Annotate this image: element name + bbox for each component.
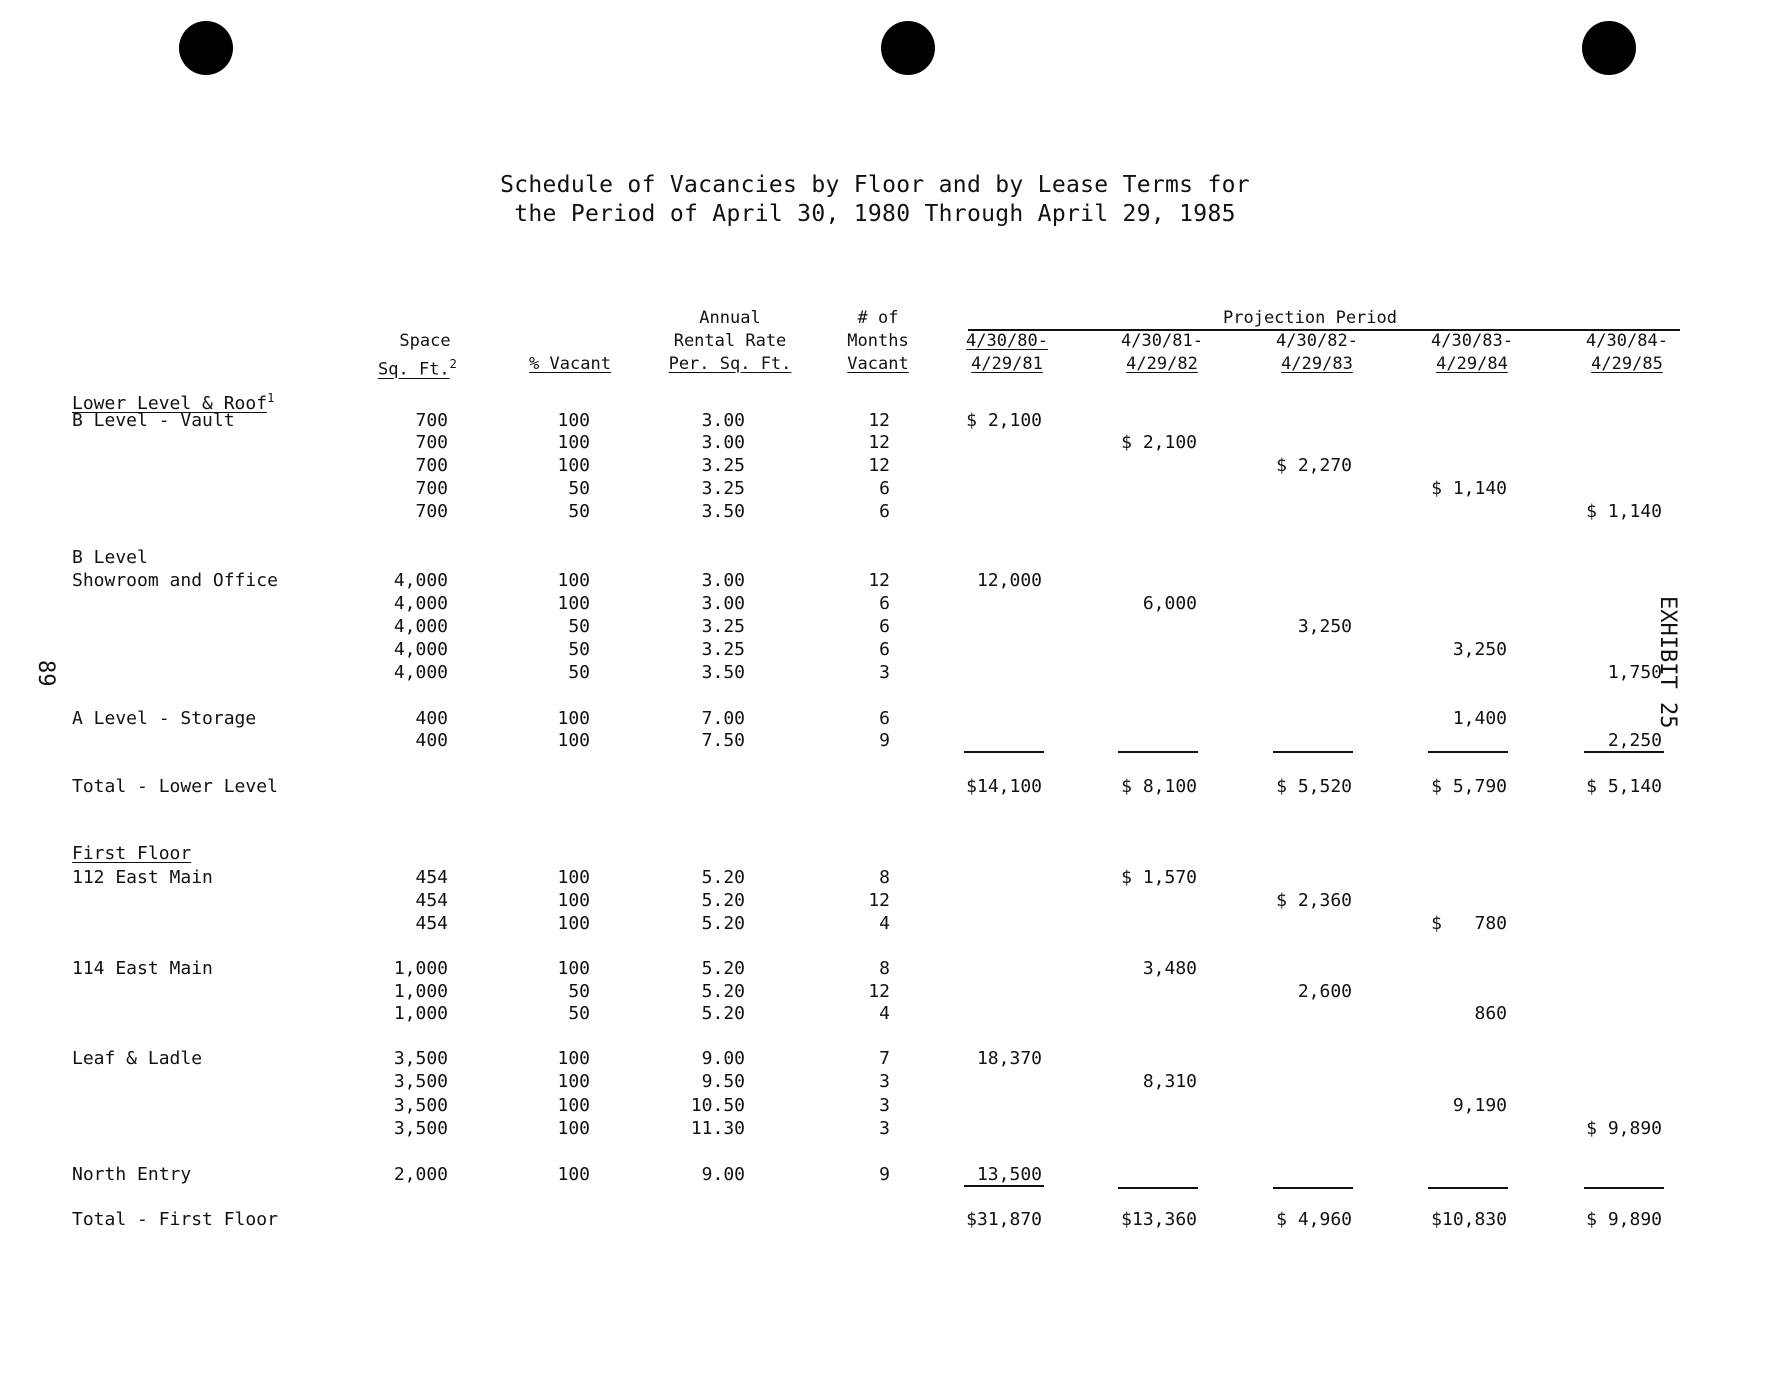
cell-rate: 3.00: [701, 593, 745, 614]
header-months-line2: Months: [847, 331, 909, 351]
header-space-line1: Space: [399, 331, 451, 351]
cell-p1: 12,000: [976, 570, 1042, 591]
cell-mo: 6: [879, 616, 890, 637]
cell-mo: 8: [879, 867, 890, 888]
header-period-4-line2: 4/29/84: [1436, 354, 1508, 374]
cell-mo: 3: [879, 1118, 890, 1139]
cell-sq: 3,500: [393, 1095, 448, 1116]
cell-vac: 50: [568, 981, 590, 1002]
cell-sq: 400: [415, 708, 448, 729]
cell-vac: 100: [557, 913, 590, 934]
cell-vac: 100: [557, 1095, 590, 1116]
cell-p3: $ 4,960: [1276, 1209, 1352, 1230]
cell-p2: 8,310: [1142, 1071, 1197, 1092]
cell-rate: 7.50: [701, 730, 745, 751]
cell-sq: 2,000: [393, 1164, 448, 1185]
cell-vac: 100: [557, 708, 590, 729]
cell-rate: 3.00: [701, 432, 745, 453]
cell-rate: 5.20: [701, 981, 745, 1002]
cell-vac: 100: [557, 593, 590, 614]
rule-lower-p3: [1273, 751, 1353, 753]
cell-rate: 7.00: [701, 708, 745, 729]
cell-mo: 6: [879, 593, 890, 614]
section-first-floor: First Floor: [72, 843, 192, 864]
cell-sq: 3,500: [393, 1048, 448, 1069]
cell-sq: 700: [415, 455, 448, 476]
cell-sq: 3,500: [393, 1118, 448, 1139]
header-period-5-line1: 4/30/84-: [1586, 331, 1668, 351]
cell-mo: 12: [868, 410, 890, 431]
cell-p4: 860: [1474, 1003, 1507, 1024]
cell-mo: 12: [868, 432, 890, 453]
header-period-5-line2: 4/29/85: [1591, 354, 1663, 374]
cell-mo: 12: [868, 981, 890, 1002]
cell-name: 114 East Main: [72, 958, 213, 979]
binder-hole-right: [1582, 21, 1636, 75]
cell-rate: 3.00: [701, 410, 745, 431]
cell-rate: 3.50: [701, 662, 745, 683]
header-projection-period: Projection Period: [1223, 308, 1397, 328]
cell-sq: 1,000: [393, 981, 448, 1002]
cell-p4: $ 5,790: [1431, 776, 1507, 797]
cell-rate: 11.30: [690, 1118, 745, 1139]
cell-name: Total - Lower Level: [72, 776, 278, 797]
cell-rate: 10.50: [690, 1095, 745, 1116]
cell-p2: 6,000: [1142, 593, 1197, 614]
cell-p4: $ 780: [1431, 913, 1507, 934]
cell-mo: 9: [879, 1164, 890, 1185]
cell-rate: 9.00: [701, 1048, 745, 1069]
cell-rate: 3.25: [701, 639, 745, 660]
cell-mo: 6: [879, 639, 890, 660]
cell-rate: 3.25: [701, 455, 745, 476]
cell-vac: 100: [557, 867, 590, 888]
cell-vac: 100: [557, 410, 590, 431]
cell-p3: $ 2,360: [1276, 890, 1352, 911]
header-rate-line1: Annual: [699, 308, 761, 328]
header-period-1-line2: 4/29/81: [971, 354, 1043, 374]
cell-rate: 3.25: [701, 478, 745, 499]
footnote-1-marker: 1: [267, 391, 275, 405]
cell-sq: 4,000: [393, 639, 448, 660]
cell-p5: $ 5,140: [1586, 776, 1662, 797]
cell-vac: 100: [557, 1118, 590, 1139]
header-period-2-line1: 4/30/81-: [1121, 331, 1203, 351]
cell-vac: 100: [557, 1164, 590, 1185]
document-title-line-2: the Period of April 30, 1980 Through April 29, 1985: [514, 201, 1236, 227]
cell-name: Total - First Floor: [72, 1209, 278, 1230]
cell-mo: 6: [879, 708, 890, 729]
cell-mo: 12: [868, 570, 890, 591]
cell-rate: 5.20: [701, 958, 745, 979]
header-months-line1: # of: [857, 308, 899, 328]
cell-vac: 50: [568, 662, 590, 683]
binder-hole-left: [179, 21, 233, 75]
header-months-line3: Vacant: [847, 354, 909, 374]
cell-sq: 400: [415, 730, 448, 751]
cell-p1: $31,870: [966, 1209, 1042, 1230]
cell-p5: $ 9,890: [1586, 1209, 1662, 1230]
cell-p5: $ 1,140: [1586, 501, 1662, 522]
cell-sq: 700: [415, 478, 448, 499]
cell-rate: 9.50: [701, 1071, 745, 1092]
cell-p2: $13,360: [1121, 1209, 1197, 1230]
binder-hole-center: [881, 21, 935, 75]
rule-first-p2: [1118, 1187, 1198, 1189]
cell-mo: 3: [879, 1095, 890, 1116]
cell-p1: $14,100: [966, 776, 1042, 797]
cell-mo: 9: [879, 730, 890, 751]
cell-p3: 2,600: [1297, 981, 1352, 1002]
cell-vac: 100: [557, 890, 590, 911]
cell-rate: 3.50: [701, 501, 745, 522]
cell-p3: $ 5,520: [1276, 776, 1352, 797]
cell-p3: $ 2,270: [1276, 455, 1352, 476]
cell-sq: 4,000: [393, 662, 448, 683]
cell-sq: 4,000: [393, 616, 448, 637]
rule-first-p5: [1584, 1187, 1664, 1189]
cell-sq: 1,000: [393, 958, 448, 979]
cell-rate: 5.20: [701, 1003, 745, 1024]
cell-vac: 100: [557, 432, 590, 453]
rule-first-p3: [1273, 1187, 1353, 1189]
cell-rate: 3.00: [701, 570, 745, 591]
header-period-2-line2: 4/29/82: [1126, 354, 1198, 374]
cell-sq: 454: [415, 913, 448, 934]
header-rate-line2: Rental Rate: [673, 331, 787, 351]
cell-p5: $ 9,890: [1586, 1118, 1662, 1139]
cell-mo: 12: [868, 890, 890, 911]
cell-sq: 700: [415, 501, 448, 522]
cell-mo: 3: [879, 1071, 890, 1092]
cell-vac: 100: [557, 730, 590, 751]
cell-mo: 4: [879, 913, 890, 934]
cell-name: A Level - Storage: [72, 708, 257, 729]
header-period-3-line2: 4/29/83: [1281, 354, 1353, 374]
cell-vac: 100: [557, 1048, 590, 1069]
cell-name: North Entry: [72, 1164, 192, 1185]
cell-name: Leaf & Ladle: [72, 1048, 203, 1069]
cell-p1: 13,500: [976, 1164, 1042, 1185]
document-title-line-1: Schedule of Vacancies by Floor and by Lease Terms for: [500, 172, 1250, 198]
cell-rate: 5.20: [701, 913, 745, 934]
cell-sq: 4,000: [393, 570, 448, 591]
cell-p1: 18,370: [976, 1048, 1042, 1069]
cell-p2: 3,480: [1142, 958, 1197, 979]
rule-lower-p1: [964, 751, 1044, 753]
header-rate-line3: Per. Sq. Ft.: [668, 354, 792, 374]
cell-mo: 4: [879, 1003, 890, 1024]
section-lower-level-label: Lower Level & Roof: [72, 393, 268, 414]
cell-mo: 6: [879, 501, 890, 522]
cell-mo: 12: [868, 455, 890, 476]
header-vacant: % Vacant: [529, 354, 611, 374]
cell-vac: 50: [568, 1003, 590, 1024]
cell-vac: 50: [568, 478, 590, 499]
cell-p2: $ 2,100: [1121, 432, 1197, 453]
cell-sq: 700: [415, 410, 448, 431]
exhibit-label: EXHIBIT 25: [1655, 596, 1680, 729]
cell-p5: 1,750: [1607, 662, 1662, 683]
cell-p2: $ 1,570: [1121, 867, 1197, 888]
cell-vac: 50: [568, 616, 590, 637]
cell-p5: 2,250: [1607, 730, 1662, 751]
cell-mo: 8: [879, 958, 890, 979]
cell-vac: 50: [568, 639, 590, 660]
footnote-2-marker: 2: [449, 357, 457, 371]
rule-lower-p4: [1428, 751, 1508, 753]
cell-name: Showroom and Office: [72, 570, 278, 591]
header-space-text: Sq. Ft.: [378, 359, 450, 380]
cell-p3: 3,250: [1297, 616, 1352, 637]
header-period-4-line1: 4/30/83-: [1431, 331, 1513, 351]
cell-vac: 100: [557, 455, 590, 476]
rule-lower-p2: [1118, 751, 1198, 753]
header-space-line2: [378, 353, 478, 381]
rule-first-p1: [964, 1185, 1044, 1187]
cell-rate: 3.25: [701, 616, 745, 637]
cell-sq: 3,500: [393, 1071, 448, 1092]
cell-vac: 100: [557, 958, 590, 979]
cell-p4: 3,250: [1452, 639, 1507, 660]
cell-rate: 5.20: [701, 890, 745, 911]
cell-name: B Level: [72, 547, 148, 568]
cell-p2: $ 8,100: [1121, 776, 1197, 797]
cell-p4: 9,190: [1452, 1095, 1507, 1116]
cell-p4: 1,400: [1452, 708, 1507, 729]
rule-lower-p5: [1584, 751, 1664, 753]
cell-p4: $10,830: [1431, 1209, 1507, 1230]
cell-sq: 1,000: [393, 1003, 448, 1024]
cell-p1: $ 2,100: [966, 410, 1042, 431]
page-number: 89: [33, 660, 58, 687]
cell-sq: 700: [415, 432, 448, 453]
cell-name: B Level - Vault: [72, 410, 235, 431]
cell-sq: 4,000: [393, 593, 448, 614]
cell-mo: 7: [879, 1048, 890, 1069]
cell-rate: 9.00: [701, 1164, 745, 1185]
cell-sq: 454: [415, 867, 448, 888]
cell-vac: 50: [568, 501, 590, 522]
cell-rate: 5.20: [701, 867, 745, 888]
header-period-3-line1: 4/30/82-: [1276, 331, 1358, 351]
cell-p4: $ 1,140: [1431, 478, 1507, 499]
cell-vac: 100: [557, 570, 590, 591]
cell-sq: 454: [415, 890, 448, 911]
cell-mo: 6: [879, 478, 890, 499]
cell-name: 112 East Main: [72, 867, 213, 888]
rule-first-p4: [1428, 1187, 1508, 1189]
cell-vac: 100: [557, 1071, 590, 1092]
header-period-1-line1: 4/30/80-: [966, 331, 1048, 351]
cell-mo: 3: [879, 662, 890, 683]
